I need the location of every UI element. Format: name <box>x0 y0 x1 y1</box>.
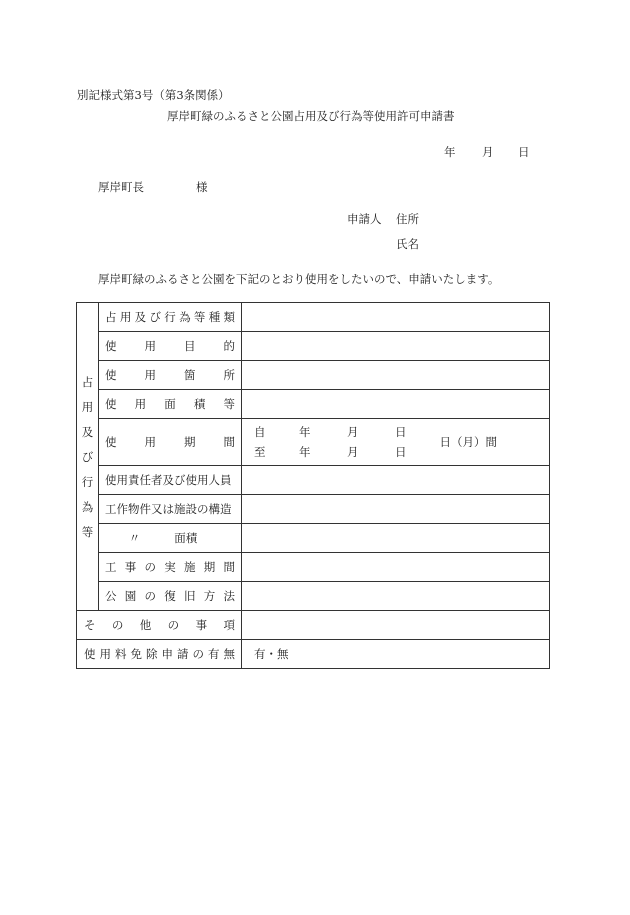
row-label-responsible: 使用責任者及び使用人員 <box>99 466 242 495</box>
row-value-type[interactable] <box>242 303 550 332</box>
period-to-char: 至 <box>254 445 266 459</box>
row-label-type <box>99 303 242 332</box>
row-label-char: 所 <box>223 368 235 382</box>
row-label-purpose <box>99 332 242 361</box>
row-value-responsible[interactable] <box>242 466 550 495</box>
period-from <box>254 424 414 440</box>
row-value-purpose[interactable] <box>242 332 550 361</box>
row-value-construction-period[interactable] <box>242 553 550 582</box>
row-label-char: 申 <box>161 647 173 661</box>
row-label-char: 期 <box>184 435 196 449</box>
row-label-char: の <box>144 560 156 574</box>
row-value-exemption[interactable] <box>242 640 550 669</box>
row-label-char: 有 <box>208 647 220 661</box>
name-label: 氏名 <box>396 237 419 251</box>
row-label-char: の <box>111 618 124 632</box>
row-label-char: そ <box>84 618 96 632</box>
group-label <box>77 375 98 539</box>
structure-area-label: 面積 <box>174 531 198 545</box>
row-label-char: 用 <box>134 397 147 411</box>
addressee: 厚岸町長 <box>98 180 144 194</box>
group-label-char: び <box>81 449 94 464</box>
row-value-restoration[interactable] <box>242 582 550 611</box>
ditto-mark: 〃 <box>128 531 141 545</box>
row-label-char: 実 <box>164 560 176 574</box>
row-label-char: 用 <box>99 647 111 661</box>
row-label-structure-area <box>99 524 242 553</box>
address-label: 住所 <box>396 212 419 226</box>
row-label-char: 占 <box>105 310 117 324</box>
group-label-cell <box>77 303 99 611</box>
row-label-char: 間 <box>223 560 235 574</box>
row-label-char: 工 <box>105 560 117 574</box>
group-label-char: 為 <box>81 499 94 514</box>
row-label-char: 行 <box>164 310 176 324</box>
date-day: 日 <box>518 145 530 159</box>
row-label-char: 方 <box>203 589 216 603</box>
group-label-char: 占 <box>81 374 94 389</box>
period-from-char: 日 <box>395 425 407 439</box>
row-label-char: 為 <box>179 310 191 324</box>
row-label-char: 請 <box>177 647 189 661</box>
row-label-char: 園 <box>124 589 137 603</box>
group-label-char: 及 <box>81 424 94 439</box>
group-label-char: 行 <box>81 474 94 489</box>
row-label-char: 施 <box>184 560 196 574</box>
period-from-char: 年 <box>299 425 311 439</box>
row-value-area[interactable] <box>242 390 550 419</box>
row-value-location[interactable] <box>242 361 550 390</box>
row-label-other <box>77 611 242 640</box>
row-label-char: 公 <box>105 589 117 603</box>
document-title: 厚岸町緑のふるさと公園占用及び行為等使用許可申請書 <box>167 109 455 123</box>
row-label-char: 使 <box>105 368 117 382</box>
row-label-period <box>99 419 242 466</box>
period-from-char: 月 <box>347 425 359 439</box>
group-label-char: 等 <box>81 524 94 539</box>
row-label-area <box>99 390 242 419</box>
row-label-restoration <box>99 582 242 611</box>
row-label-char: 免 <box>130 647 142 661</box>
row-label-char: 積 <box>193 397 206 411</box>
row-label-char: 等 <box>193 310 206 324</box>
period-to-char: 月 <box>347 445 359 459</box>
row-label-location <box>99 361 242 390</box>
row-label-char: 面 <box>164 397 176 411</box>
group-label-char: 用 <box>81 399 94 414</box>
row-label-char: 旧 <box>184 589 196 603</box>
row-label-char: 的 <box>223 339 235 353</box>
period-to-char: 年 <box>299 445 311 459</box>
row-value-structure-area[interactable] <box>242 524 550 553</box>
row-label-structure: 工作物件又は施設の構造 <box>99 495 242 524</box>
row-label-char: 用 <box>144 435 156 449</box>
date-line <box>444 144 530 160</box>
row-label-char: 使 <box>105 435 117 449</box>
exemption-value: 有・無 <box>254 647 289 661</box>
date-month: 月 <box>482 145 494 159</box>
row-label-char: 用 <box>144 368 156 382</box>
row-label-char: 期 <box>203 560 216 574</box>
row-label-construction-period <box>99 553 242 582</box>
period-duration: 日（月）間 <box>439 435 497 449</box>
row-label-char: の <box>167 618 180 632</box>
row-label-char: 料 <box>115 647 127 661</box>
row-label-char: 復 <box>164 589 176 603</box>
row-label-char: 種 <box>208 310 221 324</box>
row-label-char: 箇 <box>184 368 196 382</box>
row-label-char: 等 <box>223 397 235 411</box>
row-label-char: 使 <box>84 647 96 661</box>
row-label-char: 目 <box>184 339 196 353</box>
row-label-char: 事 <box>195 618 208 632</box>
date-year: 年 <box>444 145 456 159</box>
row-label-char: の <box>144 589 156 603</box>
applicant-label: 申請人 <box>347 212 382 226</box>
period-to-char: 日 <box>395 445 407 459</box>
period-to <box>254 444 414 460</box>
row-label-char: 使 <box>105 397 117 411</box>
row-label-char: び <box>149 310 161 324</box>
row-value-structure[interactable] <box>242 495 550 524</box>
row-label-char: 除 <box>146 647 158 661</box>
row-label-char: 間 <box>223 435 235 449</box>
row-label-char: 用 <box>119 310 132 324</box>
row-label-char: 項 <box>223 618 235 632</box>
row-value-period[interactable] <box>242 419 550 466</box>
row-label-char: 用 <box>144 339 156 353</box>
row-label-char: 他 <box>139 618 152 632</box>
application-form-table <box>76 302 550 669</box>
honorific: 様 <box>196 180 208 194</box>
row-label-char: 使 <box>105 339 117 353</box>
row-value-other[interactable] <box>242 611 550 640</box>
form-reference: 別記様式第3号（第3条関係） <box>77 88 230 102</box>
row-label-char: 事 <box>124 560 137 574</box>
row-label-char: 及 <box>134 310 147 324</box>
row-label-char: 法 <box>223 589 235 603</box>
intro-text: 厚岸町緑のふるさと公園を下記のとおり使用をしたいので、申請いたします。 <box>98 272 500 286</box>
row-label-char: 無 <box>223 647 235 661</box>
row-label-exemption <box>77 640 242 669</box>
row-label-char: 類 <box>223 310 235 324</box>
row-label-char: の <box>192 647 204 661</box>
period-from-char: 自 <box>254 425 266 439</box>
